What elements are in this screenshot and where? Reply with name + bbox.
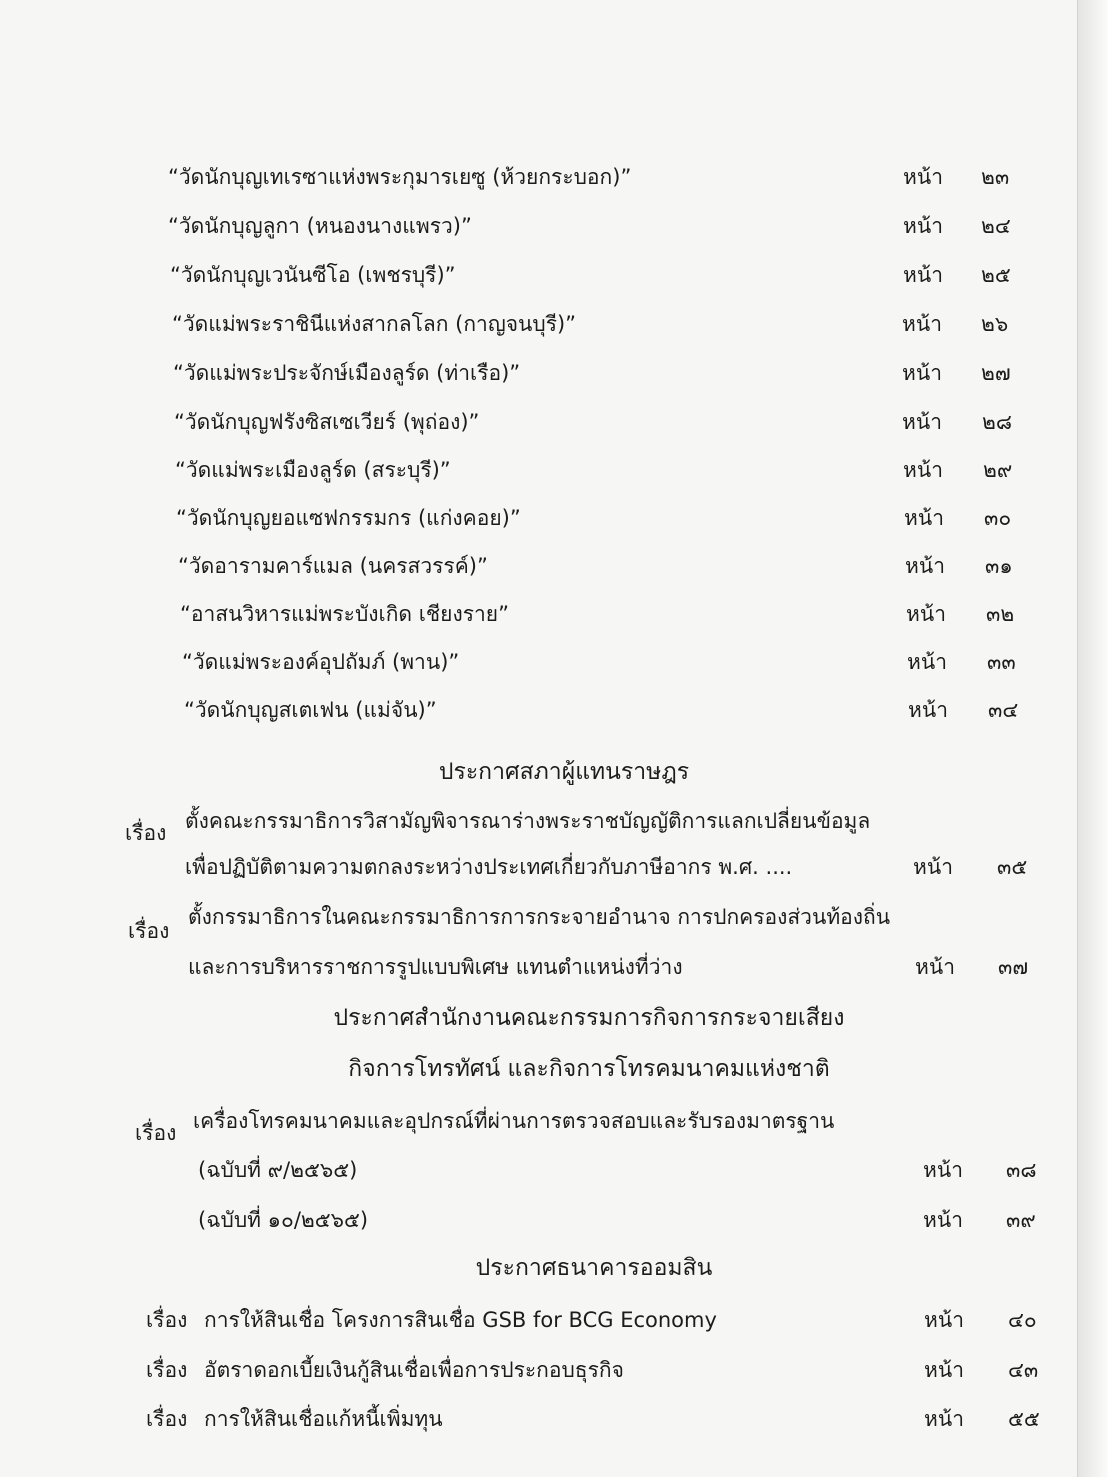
page-number: ๒๖ <box>981 312 1009 336</box>
page-word: หน้า <box>905 554 945 578</box>
page-word: หน้า <box>903 458 943 482</box>
entry-title: ตั้งกรรมาธิการในคณะกรรมาธิการการกระจายอำนาจ การปกครองส่วนท้องถิ่น <box>188 905 891 929</box>
entry-title: เครื่องโทรคมนาคมและอุปกรณ์ที่ผ่านการตรวจสอบและรับรองมาตรฐาน <box>193 1109 835 1133</box>
subject-label: เรื่อง <box>135 1121 177 1145</box>
page-number: ๓๔ <box>988 698 1019 722</box>
page-word: หน้า <box>903 165 943 189</box>
subject-label: เรื่อง <box>128 919 170 943</box>
page-number: ๓๕ <box>997 855 1028 879</box>
page-number: ๓๓ <box>987 650 1016 674</box>
page-number: ๕๕ <box>1008 1407 1040 1431</box>
page-word: หน้า <box>924 1358 964 1382</box>
entry-title: “วัดนักบุญเวนันซีโอ (เพชรบุรี)” <box>170 263 456 287</box>
entry-title: การให้สินเชื่อ โครงการสินเชื่อ GSB for BCG Economy <box>204 1308 717 1332</box>
entry-title: “วัดแม่พระราชินีแห่งสากลโลก (กาญจนบุรี)” <box>172 312 577 336</box>
page-word: หน้า <box>906 602 946 626</box>
section-heading-house: ประกาศสภาผู้แทนราษฎร <box>438 759 690 785</box>
section-heading-gsb: ประกาศธนาคารออมสิน <box>475 1255 713 1281</box>
entry-title-line2: และการบริหารราชการรูปแบบพิเศษ แทนตำแหน่งที่ว่าง <box>188 955 683 979</box>
page-word: หน้า <box>903 263 943 287</box>
page-number: ๓๐ <box>984 506 1012 530</box>
entry-title-line2: เพื่อปฏิบัติตามความตกลงระหว่างประเทศเกี่ยวกับภาษีอากร พ.ศ. .... <box>185 855 793 879</box>
page-word: หน้า <box>903 214 943 238</box>
entry-title: ตั้งคณะกรรมาธิการวิสามัญพิจารณาร่างพระราชบัญญัติการแลกเปลี่ยนข้อมูล <box>185 809 871 833</box>
page-word: หน้า <box>902 410 942 434</box>
page-number: ๓๗ <box>998 955 1029 979</box>
page-number: ๔๓ <box>1008 1358 1039 1382</box>
page-number: ๒๕ <box>981 263 1011 287</box>
page-number: ๔๐ <box>1008 1308 1037 1332</box>
subject-label: เรื่อง <box>146 1407 188 1431</box>
page-word: หน้า <box>904 506 944 530</box>
page-number: ๓๘ <box>1006 1158 1037 1182</box>
page-word: หน้า <box>913 855 953 879</box>
page-number: ๒๓ <box>981 165 1010 189</box>
entry-title: “วัดแม่พระองค์อุปถัมภ์ (พาน)” <box>182 650 460 674</box>
entry-title: อัตราดอกเบี้ยเงินกู้สินเชื่อเพื่อการประกอบธุรกิจ <box>204 1358 624 1382</box>
entry-title: “วัดอารามคาร์แมล (นครสวรรค์)” <box>178 554 488 578</box>
page-word: หน้า <box>924 1308 964 1332</box>
page-word: หน้า <box>924 1407 964 1431</box>
issue-number: (ฉบับที่ ๙/๒๕๖๕) <box>198 1158 358 1182</box>
entry-title: “วัดแม่พระเมืองลูร์ด (สระบุรี)” <box>175 458 451 482</box>
page-number: ๓๙ <box>1006 1208 1036 1232</box>
page-number: ๓๑ <box>985 554 1013 578</box>
entry-title: “วัดนักบุญลูกา (หนองนางแพรว)” <box>168 214 472 238</box>
entry-title: “อาสนวิหารแม่พระบังเกิด เชียงราย” <box>180 602 509 626</box>
page-number: ๒๗ <box>981 361 1011 385</box>
page-number: ๒๙ <box>983 458 1013 482</box>
entry-title: “วัดนักบุญฟรังซิสเซเวียร์ (พุถ่อง)” <box>174 410 480 434</box>
section-heading-nbtc: ประกาศสำนักงานคณะกรรมการกิจการกระจายเสียง <box>333 1005 845 1031</box>
section-heading-nbtc-line2: กิจการโทรทัศน์ และกิจการโทรคมนาคมแห่งชาติ <box>348 1056 830 1082</box>
subject-label: เรื่อง <box>146 1308 188 1332</box>
page-word: หน้า <box>908 698 948 722</box>
issue-number: (ฉบับที่ ๑๐/๒๕๖๕) <box>198 1208 369 1232</box>
page-word: หน้า <box>915 955 955 979</box>
entry-title: “วัดนักบุญยอแซฟกรรมกร (แก่งคอย)” <box>176 506 521 530</box>
entry-title: “วัดนักบุญสเตเฟน (แม่จัน)” <box>184 698 437 722</box>
page-word: หน้า <box>902 361 942 385</box>
page-word: หน้า <box>907 650 947 674</box>
entry-title: “วัดแม่พระประจักษ์เมืองลูร์ด (ท่าเรือ)” <box>173 361 521 385</box>
page-word: หน้า <box>923 1158 963 1182</box>
page-word: หน้า <box>902 312 942 336</box>
entry-title: “วัดนักบุญเทเรซาแห่งพระกุมารเยซู (ห้วยกระบอก)” <box>168 165 632 189</box>
page-number: ๒๘ <box>982 410 1013 434</box>
page-number: ๓๒ <box>986 602 1015 626</box>
page-word: หน้า <box>923 1208 963 1232</box>
subject-label: เรื่อง <box>146 1358 188 1382</box>
subject-label: เรื่อง <box>125 821 167 845</box>
page-number: ๒๔ <box>981 214 1011 238</box>
entry-title: การให้สินเชื่อแก้หนี้เพิ่มทุน <box>204 1407 443 1431</box>
